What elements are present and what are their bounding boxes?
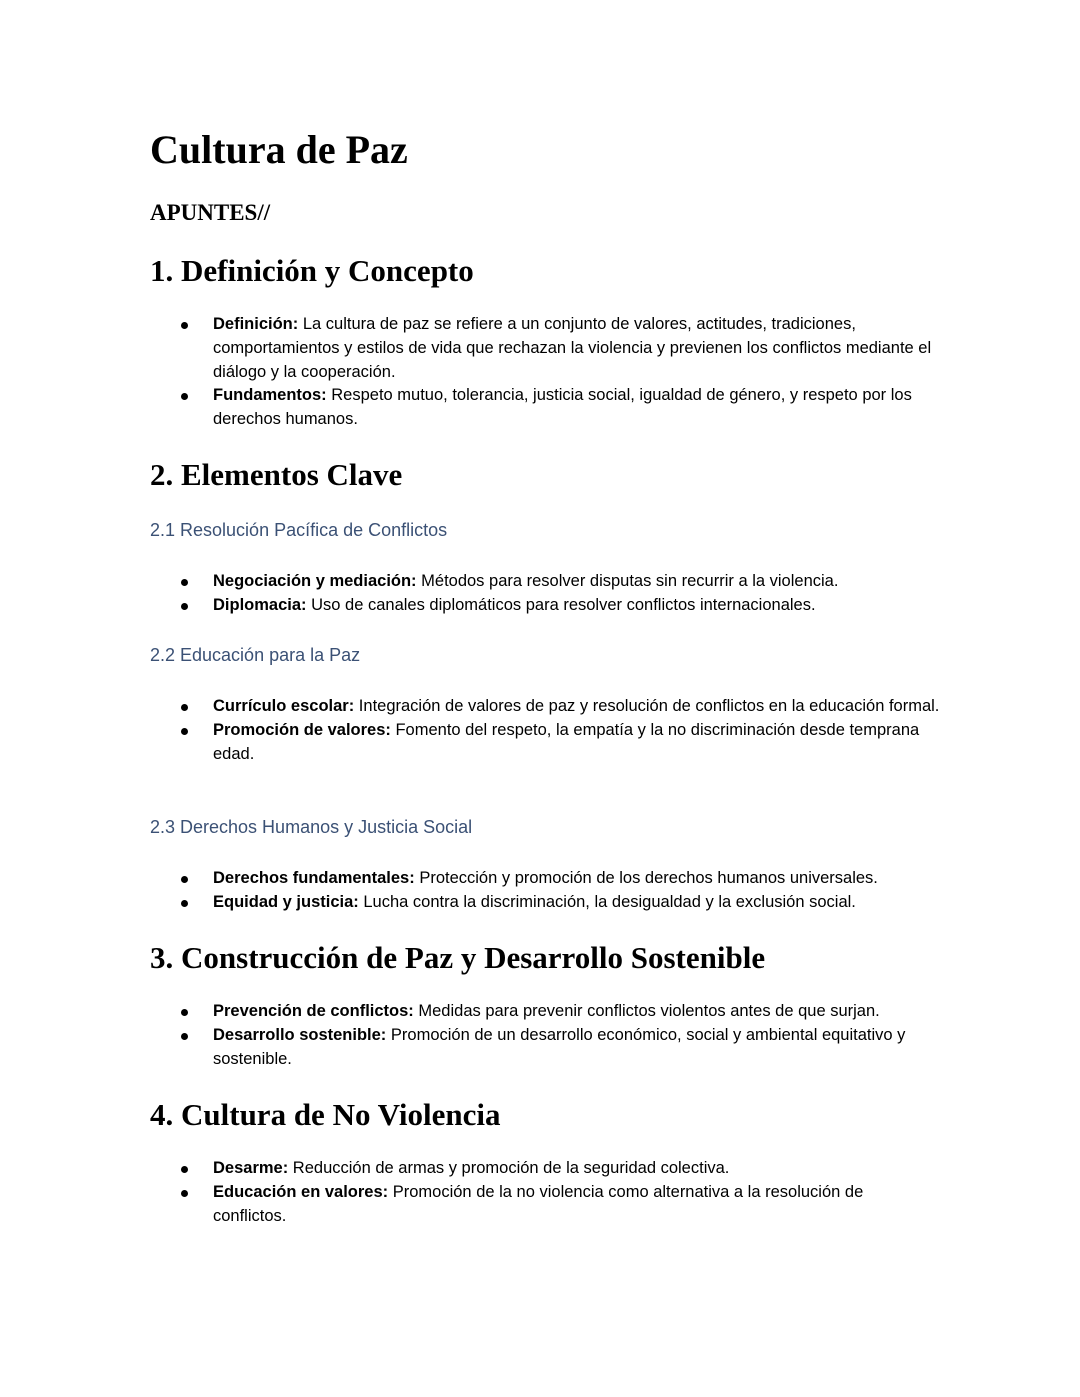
item-text: Lucha contra la discriminación, la desigualdad y la exclusión social. [358, 892, 856, 911]
item-text: Métodos para resolver disputas sin recurrir a la violencia. [416, 572, 839, 590]
list-item [150, 719, 940, 767]
subsection-list-resolucion [150, 570, 940, 618]
item-term: Derechos fundamentales: [213, 869, 415, 887]
bullet-icon [181, 1033, 188, 1040]
bullet-icon [181, 876, 188, 883]
bullet-icon [181, 579, 188, 586]
list-item [150, 1181, 940, 1229]
bullet-icon [181, 603, 188, 610]
item-text: La cultura de paz se refiere a un conjunto de valores, actitudes, tradiciones, comportamientos y estilos de vida que rechazan la violencia y previenen los conflictos mediante el diálogo y la cooperación. [213, 315, 932, 381]
section-heading-elementos-clave: 2. Elementos Clave [150, 457, 403, 492]
bullet-icon [181, 1166, 188, 1173]
document-subtitle: APUNTES// [150, 200, 271, 225]
item-text: Medidas para prevenir conflictos violentos antes de que surjan. [413, 1002, 880, 1020]
bullet-icon [181, 704, 188, 711]
item-term: Currículo escolar: [213, 697, 355, 715]
item-text: Reducción de armas y promoción de la seguridad colectiva. [288, 1159, 730, 1177]
section-list-no-violencia [150, 1157, 940, 1228]
section-heading-construccion: 3. Construcción de Paz y Desarrollo Sostenible [150, 940, 766, 975]
item-term: Educación en valores: [213, 1182, 389, 1201]
item-text: Uso de canales diplomáticos para resolver conflictos internacionales. [306, 595, 816, 614]
list-item [150, 313, 940, 384]
item-text: Respeto mutuo, tolerancia, justicia social, igualdad de género, y respeto por los derechos humanos. [213, 386, 912, 429]
item-term: Fundamentos: [213, 386, 327, 405]
item-term: Desarrollo sostenible: [213, 1025, 387, 1044]
subsection-list-derechos [150, 867, 940, 915]
list-item [150, 867, 940, 891]
item-text: Promoción de un desarrollo económico, social y ambiental equitativo y sostenible. [213, 1025, 906, 1068]
item-term: Prevención de conflictos: [213, 1002, 414, 1020]
list-item [150, 570, 940, 594]
item-term: Equidad y justicia: [213, 892, 359, 911]
section-list-construccion [150, 1000, 940, 1071]
section-heading-definicion: 1. Definición y Concepto [150, 253, 474, 288]
section-heading-no-violencia: 4. Cultura de No Violencia [150, 1097, 501, 1132]
bullet-icon [181, 322, 188, 329]
item-text: Integración de valores de paz y resolución de conflictos en la educación formal. [354, 697, 940, 715]
list-item [150, 384, 940, 432]
list-item [150, 891, 940, 915]
bullet-icon [181, 900, 188, 907]
list-item [150, 1000, 940, 1024]
subsection-heading-educacion: 2.2 Educación para la Paz [150, 645, 361, 665]
bullet-icon [181, 393, 188, 400]
list-item [150, 594, 940, 618]
item-term: Negociación y mediación: [213, 572, 417, 590]
item-term: Diplomacia: [213, 595, 307, 614]
subsection-heading-resolucion: 2.1 Resolución Pacífica de Conflictos [150, 520, 448, 540]
subsection-heading-derechos: 2.3 Derechos Humanos y Justicia Social [150, 817, 473, 837]
list-item [150, 1157, 940, 1181]
item-term: Desarme: [213, 1159, 289, 1177]
item-text: Promoción de la no violencia como alternativa a la resolución de conflictos. [213, 1182, 864, 1225]
document-title: Cultura de Paz [150, 127, 408, 172]
item-term: Definición: [213, 315, 299, 333]
subsection-list-educacion [150, 695, 940, 766]
bullet-icon [181, 728, 188, 735]
bullet-icon [181, 1009, 188, 1016]
item-text: Protección y promoción de los derechos humanos universales. [414, 869, 878, 887]
list-item [150, 695, 940, 719]
bullet-icon [181, 1190, 188, 1197]
item-term: Promoción de valores: [213, 720, 391, 739]
item-text: Fomento del respeto, la empatía y la no discriminación desde temprana edad. [213, 720, 920, 763]
list-item [150, 1024, 940, 1072]
section-list-definicion [150, 313, 940, 432]
